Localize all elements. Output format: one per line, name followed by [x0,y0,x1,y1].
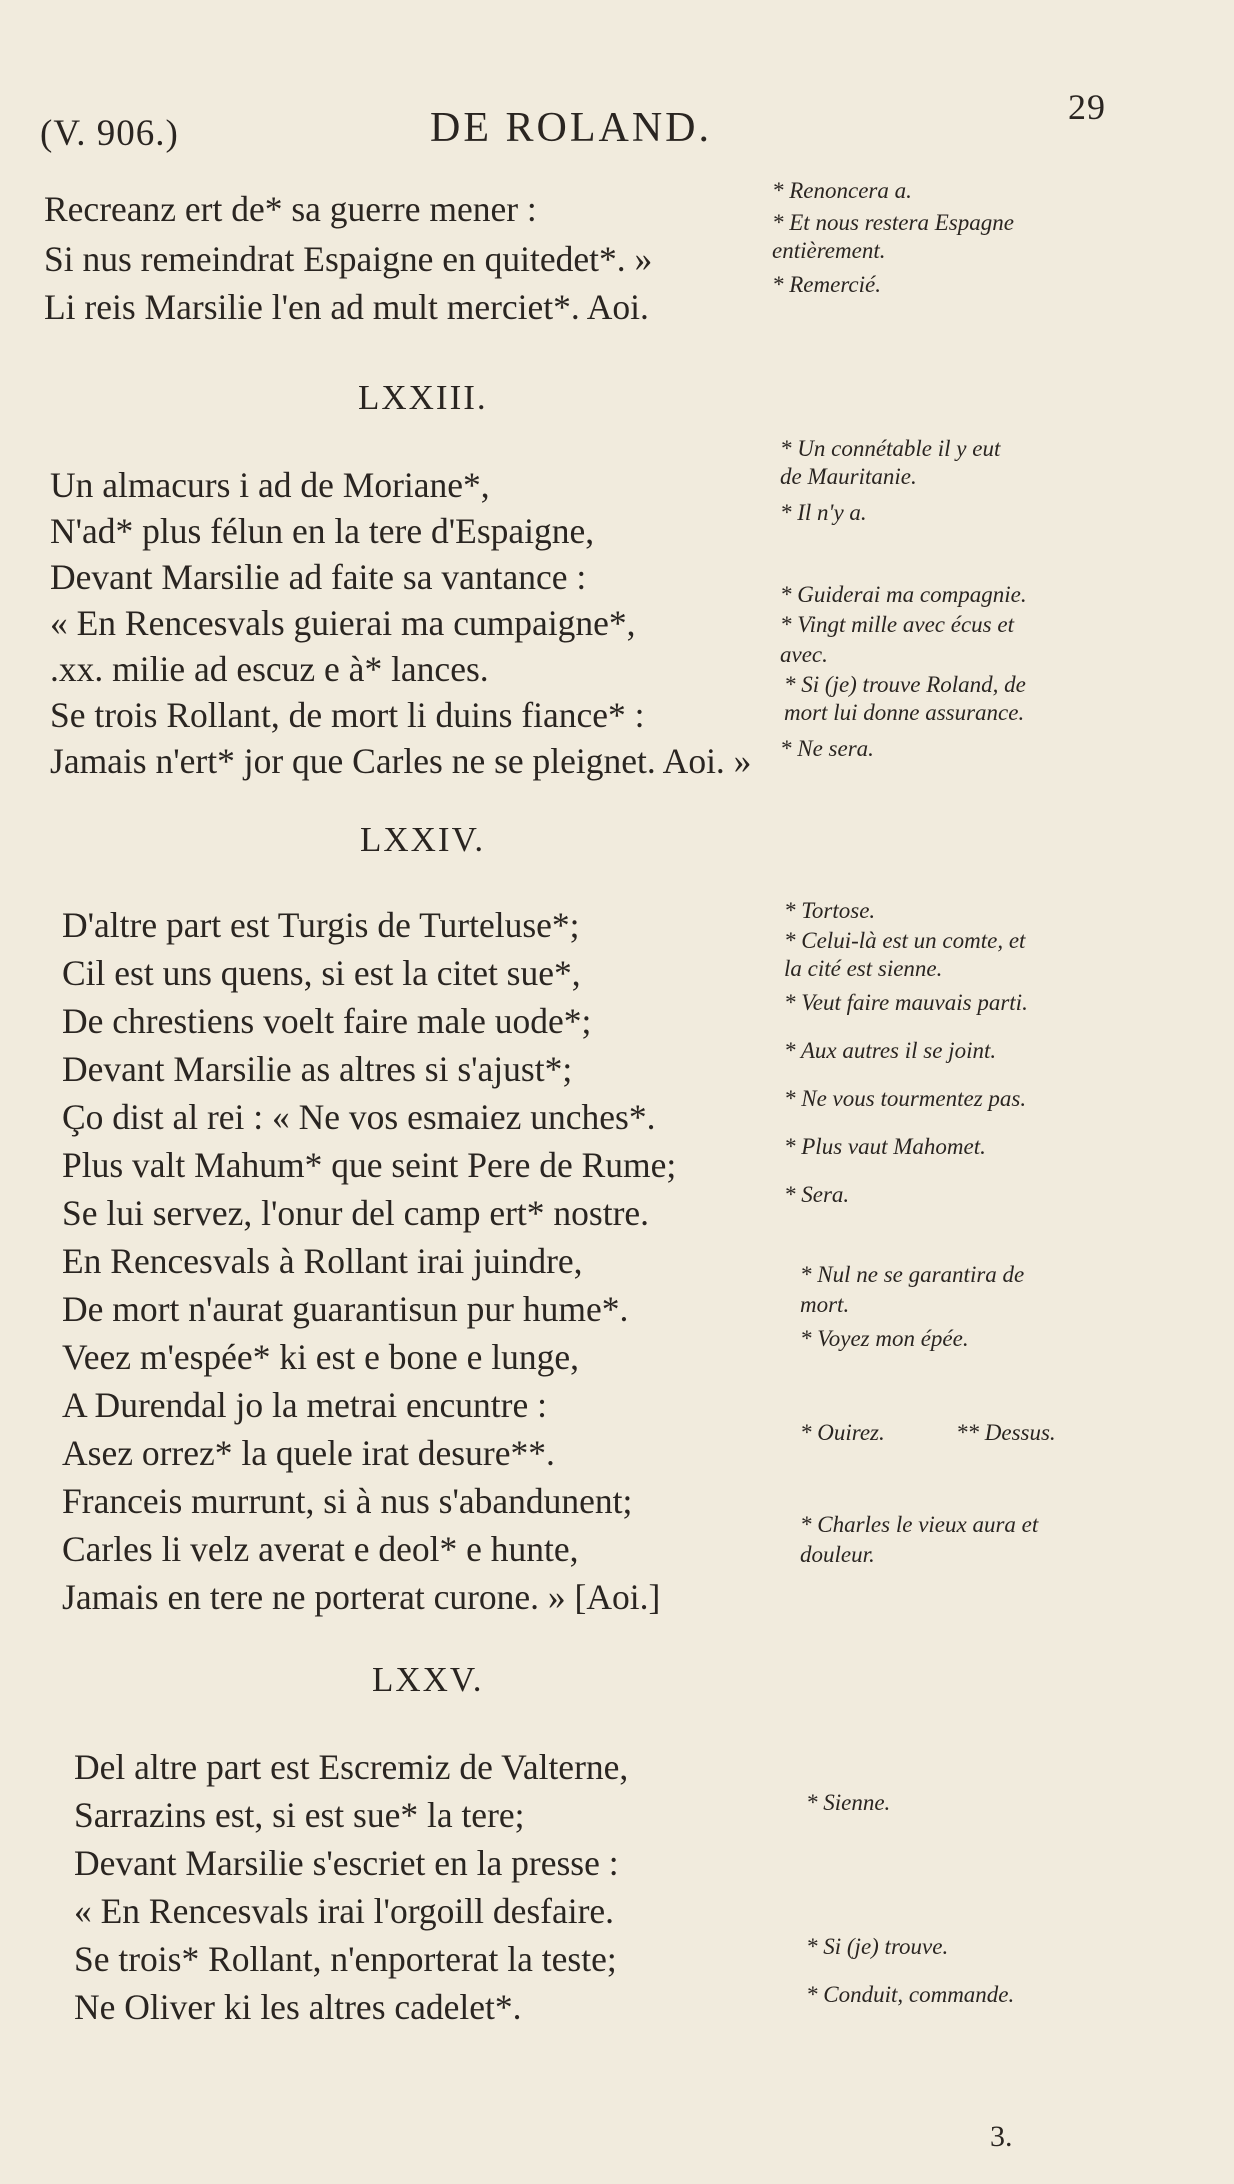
verse-line: Veez m'espée* ki est e bone e lunge, [62,1337,580,1377]
verse-line: En Rencesvals à Rollant irai juindre, [62,1241,583,1281]
stanza-heading: LXXV. [372,1660,484,1699]
verse-line: Ne Oliver ki les altres cadelet*. [74,1987,522,2027]
gloss-note: douleur. [800,1542,875,1567]
verse-line: Si nus remeindrat Espaigne en quitedet*. » [44,239,653,279]
verse-line: Franceis murrunt, si à nus s'abandunent; [62,1481,633,1521]
gloss-note: de Mauritanie. [780,464,917,489]
gloss-note: * Guiderai ma compagnie. [780,582,1027,607]
gloss-note: mort. [800,1292,850,1317]
gloss-note: * Si (je) trouve. [806,1934,949,1959]
page-number: 29 [1068,87,1106,127]
gloss-note: mort lui donne assurance. [784,700,1025,725]
gloss-note: avec. [780,642,828,667]
signature-mark: 3. [990,2120,1013,2153]
verse-line: Carles li velz averat e deol* e hunte, [62,1529,579,1569]
gloss-note: * Conduit, commande. [806,1982,1015,2007]
gloss-note: * Renoncera a. [772,178,912,203]
verse-line: Jamais en tere ne porterat curone. » [Aoi.] [62,1577,661,1617]
gloss-note: * Ne vous tourmentez pas. [784,1086,1027,1111]
verse-line: A Durendal jo la metrai encuntre : [62,1385,547,1425]
gloss-note: * Sienne. [806,1790,891,1815]
verse-line: .xx. milie ad escuz e à* lances. [50,649,489,689]
verse-line: « En Rencesvals guierai ma cumpaigne*, [50,603,636,643]
gloss-note: entièrement. [772,238,886,263]
gloss-note: * Sera. [784,1182,850,1207]
verse-line: Plus valt Mahum* que seint Pere de Rume; [62,1145,677,1185]
verse-line: Li reis Marsilie l'en ad mult merciet*. Aoi. [44,287,649,327]
verse-line: Un almacurs i ad de Moriane*, [50,465,490,505]
verse-line: Devant Marsilie as altres si s'ajust*; [62,1049,573,1089]
gloss-note: * Ne sera. [780,736,874,761]
verse-line: Se trois Rollant, de mort li duins fiance* : [50,695,645,735]
verse-line: D'altre part est Turgis de Turteluse*; [62,905,580,945]
gloss-note: la cité est sienne. [784,956,943,981]
gloss-note: * Plus vaut Mahomet. [784,1134,986,1159]
verse-line: Se lui servez, l'onur del camp ert* nostre. [62,1193,650,1233]
gloss-note: * Il n'y a. [780,500,867,525]
gloss-note: * Aux autres il se joint. [784,1038,997,1063]
gloss-note: * Si (je) trouve Roland, de [784,672,1026,697]
verse-line: De mort n'aurat guarantisun pur hume*. [62,1289,629,1329]
verse-line: Sarrazins est, si est sue* la tere; [74,1795,525,1835]
verse-line: Devant Marsilie s'escriet en la presse : [74,1843,619,1883]
running-title: DE ROLAND. [430,105,712,151]
stanza-heading: LXXIII. [358,378,488,417]
verse-line: Recreanz ert de* sa guerre mener : [44,189,537,229]
verse-line: Asez orrez* la quele irat desure**. [62,1433,555,1473]
gloss-note: * Voyez mon épée. [800,1326,969,1351]
verse-line: Devant Marsilie ad faite sa vantance : [50,557,587,597]
verse-line: Se trois* Rollant, n'enporterat la teste; [74,1939,617,1979]
gloss-note: * Ouirez. [800,1420,885,1445]
verse-line: Ço dist al rei : « Ne vos esmaiez unches*. [62,1097,656,1137]
gloss-note: * Et nous restera Espagne [772,210,1014,235]
gloss-note: ** Dessus. [956,1420,1056,1445]
verse-line: « En Rencesvals irai l'orgoill desfaire. [74,1891,615,1931]
gloss-note: * Tortose. [784,898,876,923]
verse-line: N'ad* plus félun en la tere d'Espaigne, [50,511,595,551]
stanza-heading: LXXIV. [360,820,486,859]
gloss-note: * Celui-là est un comte, et [784,928,1026,953]
verse-line: De chrestiens voelt faire male uode*; [62,1001,592,1041]
gloss-note: * Charles le vieux aura et [800,1512,1039,1537]
verse-line: Del altre part est Escremiz de Valterne, [74,1747,629,1787]
verse-reference: (V. 906.) [40,113,179,154]
verse-line: Cil est uns quens, si est la citet sue*, [62,953,581,993]
gloss-note: * Remercié. [772,272,881,297]
gloss-note: * Nul ne se garantira de [800,1262,1025,1287]
verse-line: Jamais n'ert* jor que Carles ne se pleignet. Aoi. » [50,741,752,781]
gloss-note: * Vingt mille avec écus et [780,612,1014,637]
gloss-note: * Un connétable il y eut [780,436,1001,461]
gloss-note: * Veut faire mauvais parti. [784,990,1028,1015]
